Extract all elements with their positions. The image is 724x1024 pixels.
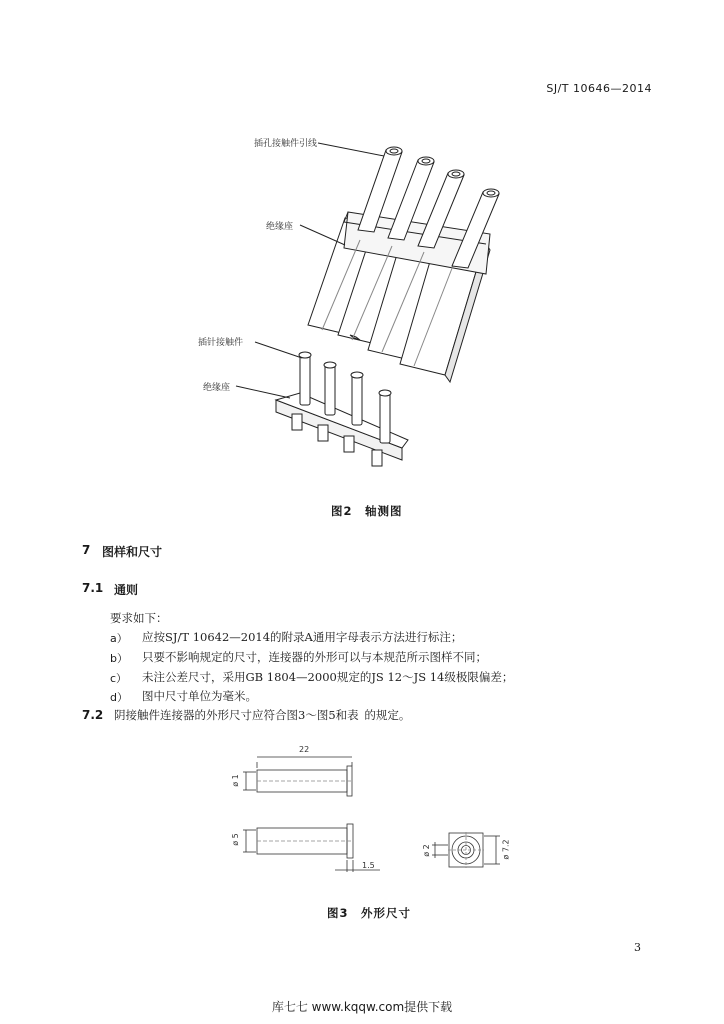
list-item-text-c: 未注公差尺寸，采用GB 1804—2000规定的JS 12～JS 14级极限偏差； [142, 670, 514, 684]
section-7-1-title: 通则 [114, 583, 139, 597]
page-number: 3 [634, 941, 641, 954]
figure-3-caption: 图3 外形尺寸 [327, 906, 412, 920]
label-pin-contact: 插针接触件 [198, 338, 244, 348]
list-item-letter-a: a） [110, 632, 128, 645]
dim-d2: ø 5 [230, 833, 240, 846]
section-7-1-number: 7.1 [82, 581, 104, 595]
list-item-letter-d: d） [110, 691, 128, 704]
figure-2-caption: 图2 轴测图 [331, 504, 403, 518]
list-item-text-a: 应按SJ/T 10642—2014的附录A通用字母表示方法进行标注； [142, 630, 463, 644]
download-footer: 库七七 www.kqqw.com提供下载 [271, 1000, 453, 1014]
section-7-number: 7 [82, 543, 91, 557]
dim-length: 22 [299, 745, 310, 754]
list-item-letter-b: b） [110, 652, 128, 665]
section-7-2-number: 7.2 [82, 708, 104, 722]
section-7-title: 图样和尺寸 [102, 545, 163, 559]
section-7-1-intro: 要求如下： [110, 611, 168, 625]
label-insulator-top: 绝缘座 [266, 222, 294, 232]
list-item-letter-c: c） [110, 672, 128, 685]
list-item-text-d: 图中尺寸单位为毫米。 [142, 689, 257, 703]
list-item-text-b: 只要不影响规定的尺寸，连接器的外形可以与本规范所示图样不同； [142, 650, 487, 664]
dim-step: 1.5 [362, 861, 375, 870]
dim-outer: ø 7.2 [501, 839, 511, 860]
dim-d1: ø 1 [230, 774, 240, 787]
standard-number: SJ/T 10646—2014 [546, 82, 652, 95]
label-socket-contact-lead: 插孔接触件引线 [254, 139, 318, 149]
section-7-2-text: 阴接触件连接器的外形尺寸应符合图3～图5和表 的规定。 [114, 708, 411, 722]
label-insulator-bottom: 绝缘座 [203, 383, 231, 393]
dim-hole: ø 2 [421, 844, 431, 857]
